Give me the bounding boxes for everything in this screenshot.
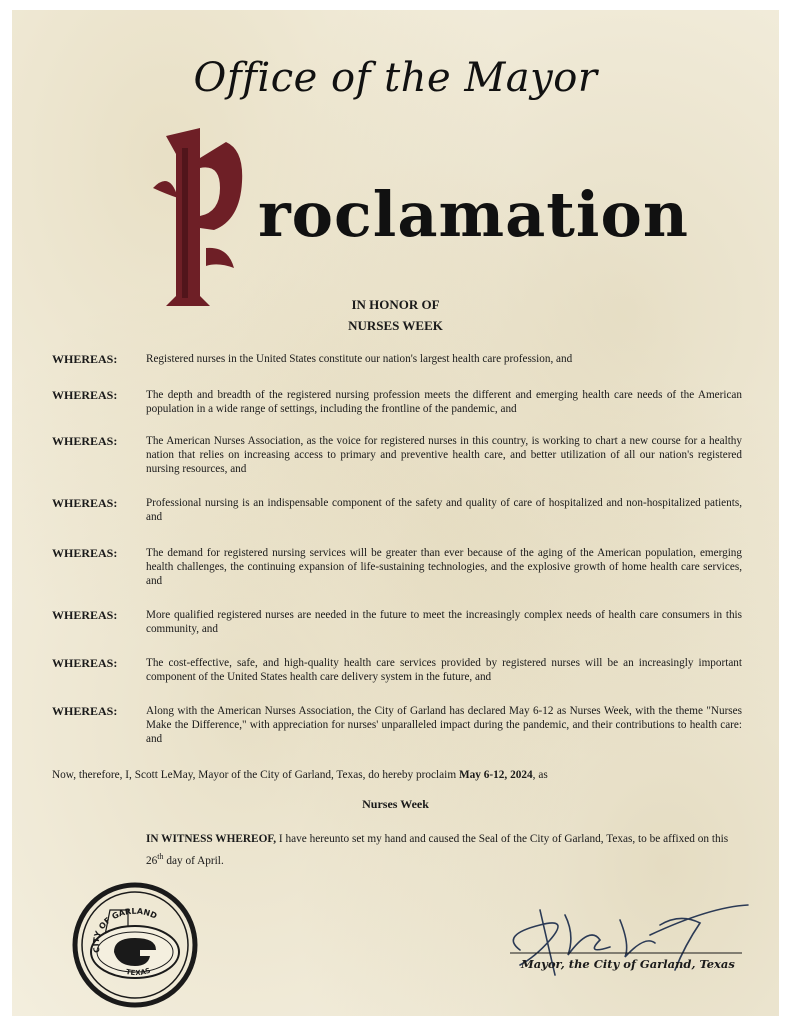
honor-line-1: IN HONOR OF: [351, 297, 440, 312]
honor-line-2: NURSES WEEK: [348, 318, 443, 333]
whereas-text: Registered nurses in the United States constitute our nation's largest health care profession, and: [146, 353, 573, 365]
seal-bottom-text: TEXAS: [125, 966, 152, 978]
proclaim-text: Now, therefore, I, Scott LeMay, Mayor of the City of Garland, Texas, do hereby proclaim: [52, 769, 459, 781]
whereas-text: The demand for registered nursing services will be greater than ever because of the aging of the American population, emerging health challenges, the continuing expansion of life-sustaining technologies, and the explosive growth of home health care services, and: [146, 547, 742, 587]
nurses-week-title: Nurses Week: [362, 797, 429, 811]
decorative-initial-p: [148, 128, 246, 308]
mayor-signature: [480, 895, 750, 985]
signature-caption: Mayor, the City of Garland, Texas: [521, 957, 735, 971]
proclaim-dates: May 6-12, 2024: [458, 769, 533, 781]
proclamation-statement: [52, 769, 752, 781]
whereas-text: Professional nursing is an indispensable component of the safety and quality of care of hospitalized and non-hospitalized patients, and: [146, 497, 742, 523]
whereas-label: WHEREAS:: [52, 608, 118, 622]
whereas-label: WHEREAS:: [52, 352, 118, 366]
witness-sup: th: [157, 852, 164, 861]
whereas-label: WHEREAS:: [52, 546, 118, 560]
proclamation-title: [0, 118, 791, 318]
whereas-text: The American Nurses Association, as the voice for registered nurses in this country, is working to chart a new course for a healthy nation that relies on increasing access to primary and preventive health care, and better utilization of all our nation's registered nursing resources, and: [146, 435, 742, 475]
city-seal: [70, 880, 200, 1010]
seal-top-text: CITY OF GARLAND: [91, 906, 159, 954]
whereas-text: More qualified registered nurses are needed in the future to meet the increasingly complex needs of health care consumers in this community, and: [146, 609, 742, 635]
proclamation-text: roclamation: [258, 178, 689, 251]
witness-text: I have hereunto set my hand and caused the Seal of the City of Garland, Texas, to be affixed on this 26: [146, 833, 729, 867]
whereas-label: WHEREAS:: [52, 388, 118, 402]
whereas-label: WHEREAS:: [52, 704, 118, 718]
office-heading: Office of the Mayor: [193, 55, 598, 101]
whereas-text: The cost-effective, safe, and high-quality health care services provided by registered nurses will be an increasingly important component of the United States health care delivery system in the future, and: [146, 657, 742, 683]
whereas-label: WHEREAS:: [52, 496, 118, 510]
whereas-text: The depth and breadth of the registered nursing profession meets the different and emerging health care needs of the American population in a wide range of settings, including the frontline of the pandemic, and: [146, 389, 742, 415]
proclaim-suffix: , as: [532, 769, 548, 781]
whereas-text: Along with the American Nurses Association, the City of Garland has declared May 6-12 as Nurses Week, with the theme "Nurses Make the Difference," with appreciation for nurses' unparalleled impact during the pandemic, and their contributions to health care: and: [146, 705, 742, 745]
witness-paragraph: [146, 830, 736, 870]
witness-end: day of April.: [163, 854, 224, 867]
whereas-label: WHEREAS:: [52, 656, 118, 670]
whereas-label: WHEREAS:: [52, 434, 118, 448]
witness-lead: IN WITNESS WHEREOF,: [146, 833, 277, 845]
